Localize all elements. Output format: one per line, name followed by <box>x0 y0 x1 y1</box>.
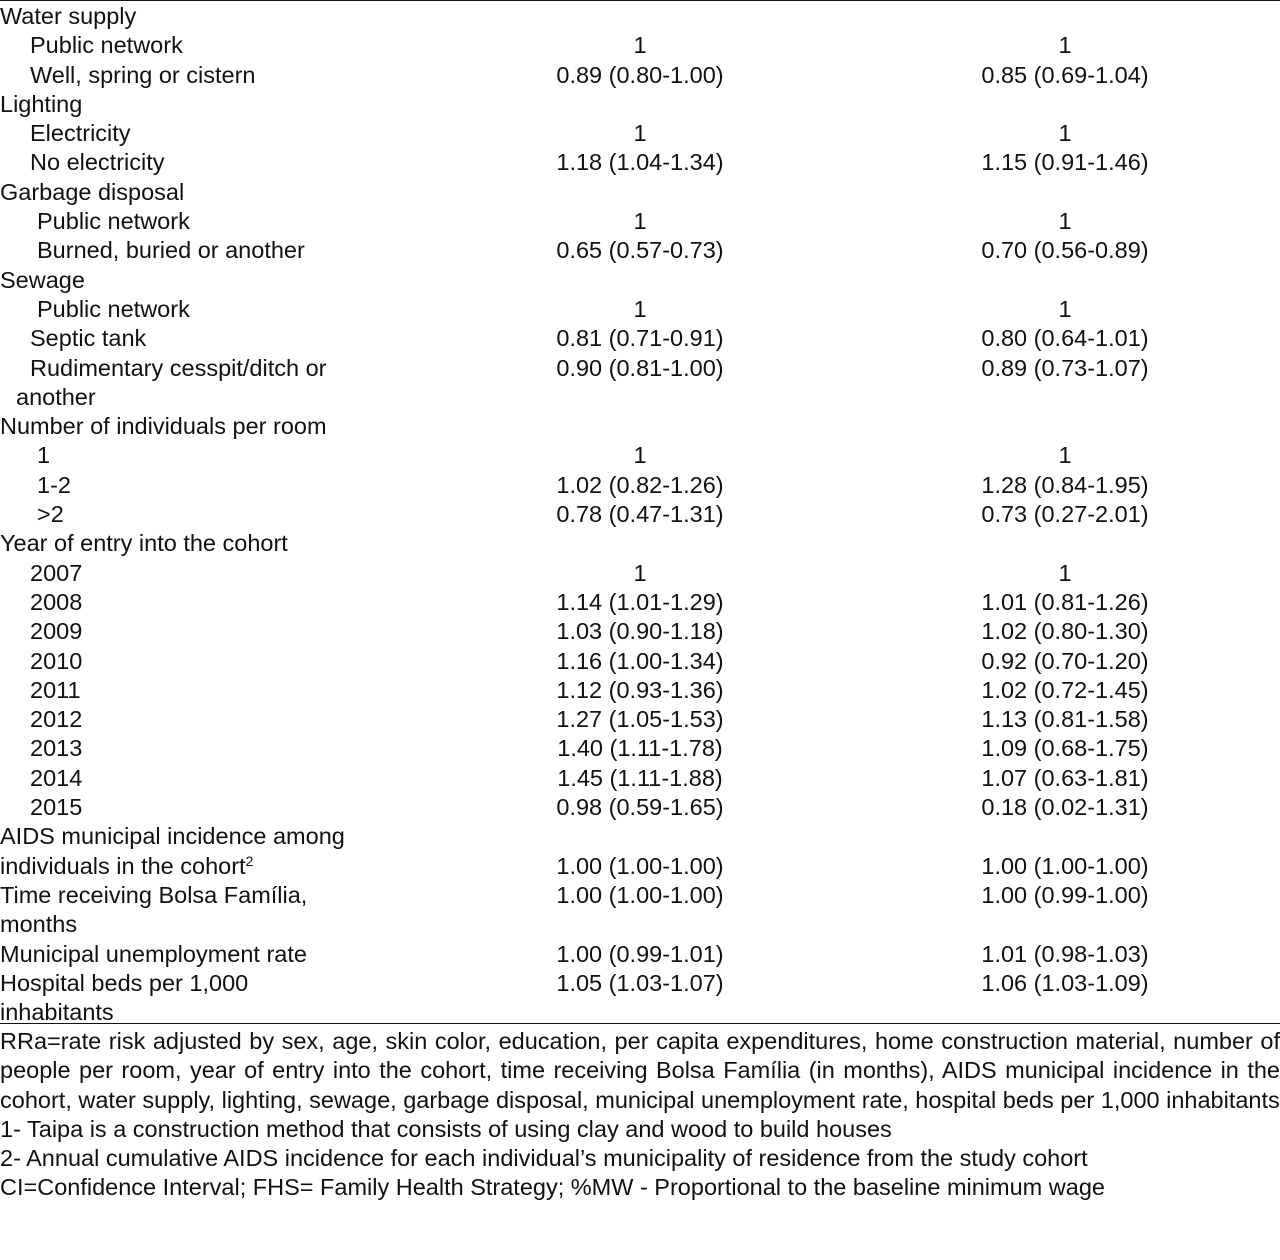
table-bottom-rule <box>0 1023 1280 1024</box>
row-label: Garbage disposal <box>0 178 185 205</box>
row-value-col1: 1.12 (0.93-1.36) <box>556 676 724 703</box>
row-label: Burned, buried or another <box>37 237 305 264</box>
row-label: 2014 <box>30 764 83 791</box>
row-value-col2: 1.15 (0.91-1.46) <box>981 149 1149 176</box>
row-label <box>0 354 430 413</box>
row-label-line2: individuals in the cohort <box>0 852 246 879</box>
row-value-col1: 0.81 (0.71-0.91) <box>556 325 724 352</box>
row-label-line1: Time receiving Bolsa Família, <box>0 881 308 908</box>
table-row <box>0 441 1280 470</box>
row-value-col2 <box>850 2 1280 31</box>
row-label: Public network <box>37 208 190 235</box>
row-label-line1: Hospital beds per 1,000 <box>0 969 249 996</box>
row-value-col1 <box>430 529 850 558</box>
row-value-col1: 1.00 (1.00-1.00) <box>556 852 724 879</box>
row-value-col1: 1.00 (0.99-1.01) <box>556 940 724 967</box>
table-section-row <box>0 266 1280 295</box>
row-value-col2: 1.28 (0.84-1.95) <box>981 471 1149 498</box>
row-value-col1: 1.16 (1.00-1.34) <box>556 647 724 674</box>
row-value-col2 <box>850 412 1280 441</box>
row-value-col2: 1 <box>1058 32 1072 59</box>
row-label-line2: another <box>16 383 96 410</box>
row-label: Number of individuals per room <box>0 413 327 440</box>
row-value-col1: 1 <box>633 208 647 235</box>
table-row <box>0 676 1280 705</box>
note-abbreviations: CI=Confidence Interval; FHS= Family Health Strategy; %MW - Proportional to the baseline minimum wage <box>0 1174 1105 1201</box>
row-label <box>0 822 430 881</box>
table-row <box>0 324 1280 353</box>
note-rra: RRa=rate risk adjusted by sex, age, skin color, education, per capita expenditures, home construction material, number of people per room, year of entry into the cohort, time receiving Bolsa Família (in months), AIDS municipal incidence in the cohort, water supply, lighting, sewage, garbage disposal, municipal unemployment rate, hospital beds per 1,000 inhabitants <box>0 1028 1280 1113</box>
row-label: 1 <box>37 442 51 469</box>
row-value-col2: 1.06 (1.03-1.09) <box>981 969 1149 996</box>
row-value-col1: 1.18 (1.04-1.34) <box>556 149 724 176</box>
note-1: 1- Taipa is a construction method that consists of using clay and wood to build houses <box>0 1115 892 1142</box>
table-top-rule <box>0 0 1280 1</box>
row-value-col1: 0.89 (0.80-1.00) <box>556 61 724 88</box>
row-value-col2: 1 <box>1058 208 1072 235</box>
row-label: Public network <box>37 295 190 322</box>
row-value-col1: 1.00 (1.00-1.00) <box>556 881 724 908</box>
row-label: Municipal unemployment rate <box>0 940 307 967</box>
row-value-col2: 1.09 (0.68-1.75) <box>981 735 1149 762</box>
row-value-col2: 0.70 (0.56-0.89) <box>981 237 1149 264</box>
table-row <box>0 940 1280 969</box>
row-value-col1 <box>430 2 850 31</box>
row-value-col2: 0.89 (0.73-1.07) <box>981 354 1149 381</box>
table-section-row <box>0 90 1280 119</box>
row-value-col2: 0.85 (0.69-1.04) <box>981 61 1149 88</box>
row-value-col2: 0.73 (0.27-2.01) <box>981 501 1149 528</box>
row-value-col1: 1.45 (1.11-1.88) <box>557 764 723 791</box>
table-row <box>0 734 1280 763</box>
table-row <box>0 61 1280 90</box>
table-row <box>0 881 1280 940</box>
row-label: Public network <box>30 32 183 59</box>
row-value-col2: 0.92 (0.70-1.20) <box>981 647 1149 674</box>
row-value-col2: 1 <box>1058 295 1072 322</box>
table-section-row <box>0 2 1280 31</box>
row-value-col1: 1.03 (0.90-1.18) <box>556 618 724 645</box>
table-row <box>0 471 1280 500</box>
table-row <box>0 617 1280 646</box>
row-label: Water supply <box>0 3 137 29</box>
row-label: 2012 <box>30 706 83 733</box>
row-value-col1: 1.05 (1.03-1.07) <box>556 969 724 996</box>
row-label <box>0 881 430 940</box>
row-label: 2007 <box>30 559 83 586</box>
row-value-col2: 1 <box>1058 559 1072 586</box>
row-label: No electricity <box>30 149 165 176</box>
row-value-col1: 1 <box>633 442 647 469</box>
table-row <box>0 705 1280 734</box>
table-row <box>0 559 1280 588</box>
row-value-col1: 0.65 (0.57-0.73) <box>556 237 724 264</box>
row-label: Well, spring or cistern <box>30 61 256 88</box>
row-value-col1: 1 <box>633 295 647 322</box>
table-section-row <box>0 529 1280 558</box>
row-label-line1: AIDS municipal incidence among <box>0 823 345 850</box>
row-label: 2013 <box>30 735 83 762</box>
row-value-col2: 1 <box>1058 442 1072 469</box>
row-label: 2015 <box>30 794 83 821</box>
row-value-col2: 1.00 (1.00-1.00) <box>981 852 1149 879</box>
row-label: 2011 <box>30 676 81 703</box>
table-row <box>0 119 1280 148</box>
table-row <box>0 354 1280 413</box>
row-label-line1: Rudimentary cesspit/ditch or <box>30 354 327 381</box>
results-table-body <box>0 2 1280 1027</box>
table-row <box>0 148 1280 177</box>
row-value-col1: 1.14 (1.01-1.29) <box>556 588 724 615</box>
row-label: Septic tank <box>30 325 147 352</box>
table-row <box>0 500 1280 529</box>
row-label: Sewage <box>0 266 85 293</box>
row-value-col2: 0.18 (0.02-1.31) <box>981 794 1149 821</box>
row-value-col1: 1 <box>633 32 647 59</box>
row-value-col1 <box>430 178 850 207</box>
row-value-col2 <box>850 529 1280 558</box>
row-value-col1: 1 <box>633 120 647 147</box>
row-label: Electricity <box>30 120 131 147</box>
row-label: 2009 <box>30 618 83 645</box>
row-label <box>0 969 430 1028</box>
footnote-marker: 2 <box>245 852 254 869</box>
row-value-col2 <box>850 266 1280 295</box>
row-label: 2008 <box>30 588 83 615</box>
row-value-col1: 1 <box>633 559 647 586</box>
row-label-line2: inhabitants <box>0 999 114 1026</box>
row-label: Lighting <box>0 90 83 117</box>
row-label: 1-2 <box>37 471 71 498</box>
table-section-row <box>0 178 1280 207</box>
row-value-col2: 1.01 (0.98-1.03) <box>981 940 1149 967</box>
table-row <box>0 207 1280 236</box>
row-value-col2: 1.02 (0.80-1.30) <box>981 618 1149 645</box>
row-label: Year of entry into the cohort <box>0 530 288 557</box>
row-value-col1 <box>430 266 850 295</box>
table-row <box>0 295 1280 324</box>
table-footnotes <box>0 1027 1280 1203</box>
row-value-col2: 0.80 (0.64-1.01) <box>981 325 1149 352</box>
row-value-col1: 0.98 (0.59-1.65) <box>556 794 724 821</box>
row-label: >2 <box>37 501 64 528</box>
table-row <box>0 793 1280 822</box>
row-value-col1: 0.90 (0.81-1.00) <box>556 354 724 381</box>
row-value-col2: 1.07 (0.63-1.81) <box>981 764 1149 791</box>
table-row <box>0 31 1280 60</box>
table-row <box>0 588 1280 617</box>
table-row <box>0 969 1280 1028</box>
row-value-col2: 1.13 (0.81-1.58) <box>981 706 1149 733</box>
row-value-col2: 1.01 (0.81-1.26) <box>981 588 1149 615</box>
row-value-col1: 0.78 (0.47-1.31) <box>556 501 724 528</box>
row-value-col2: 1.02 (0.72-1.45) <box>981 676 1149 703</box>
row-value-col1: 1.40 (1.11-1.78) <box>557 735 723 762</box>
row-label-line2: months <box>0 911 78 938</box>
results-table <box>0 2 1280 1027</box>
table-section-row <box>0 412 1280 441</box>
row-label: 2010 <box>30 647 83 674</box>
table-row <box>0 647 1280 676</box>
table-row <box>0 236 1280 265</box>
row-value-col1: 1.02 (0.82-1.26) <box>556 471 724 498</box>
row-value-col1 <box>430 412 850 441</box>
table-row-aids <box>0 822 1280 881</box>
row-value-col2: 1 <box>1058 120 1072 147</box>
row-value-col2 <box>850 178 1280 207</box>
row-value-col1: 1.27 (1.05-1.53) <box>556 706 724 733</box>
table-row <box>0 764 1280 793</box>
row-value-col1 <box>430 90 850 119</box>
note-2: 2- Annual cumulative AIDS incidence for each individual’s municipality of residence from the study cohort <box>0 1145 1088 1172</box>
row-value-col2 <box>850 90 1280 119</box>
row-value-col2: 1.00 (0.99-1.00) <box>981 881 1149 908</box>
